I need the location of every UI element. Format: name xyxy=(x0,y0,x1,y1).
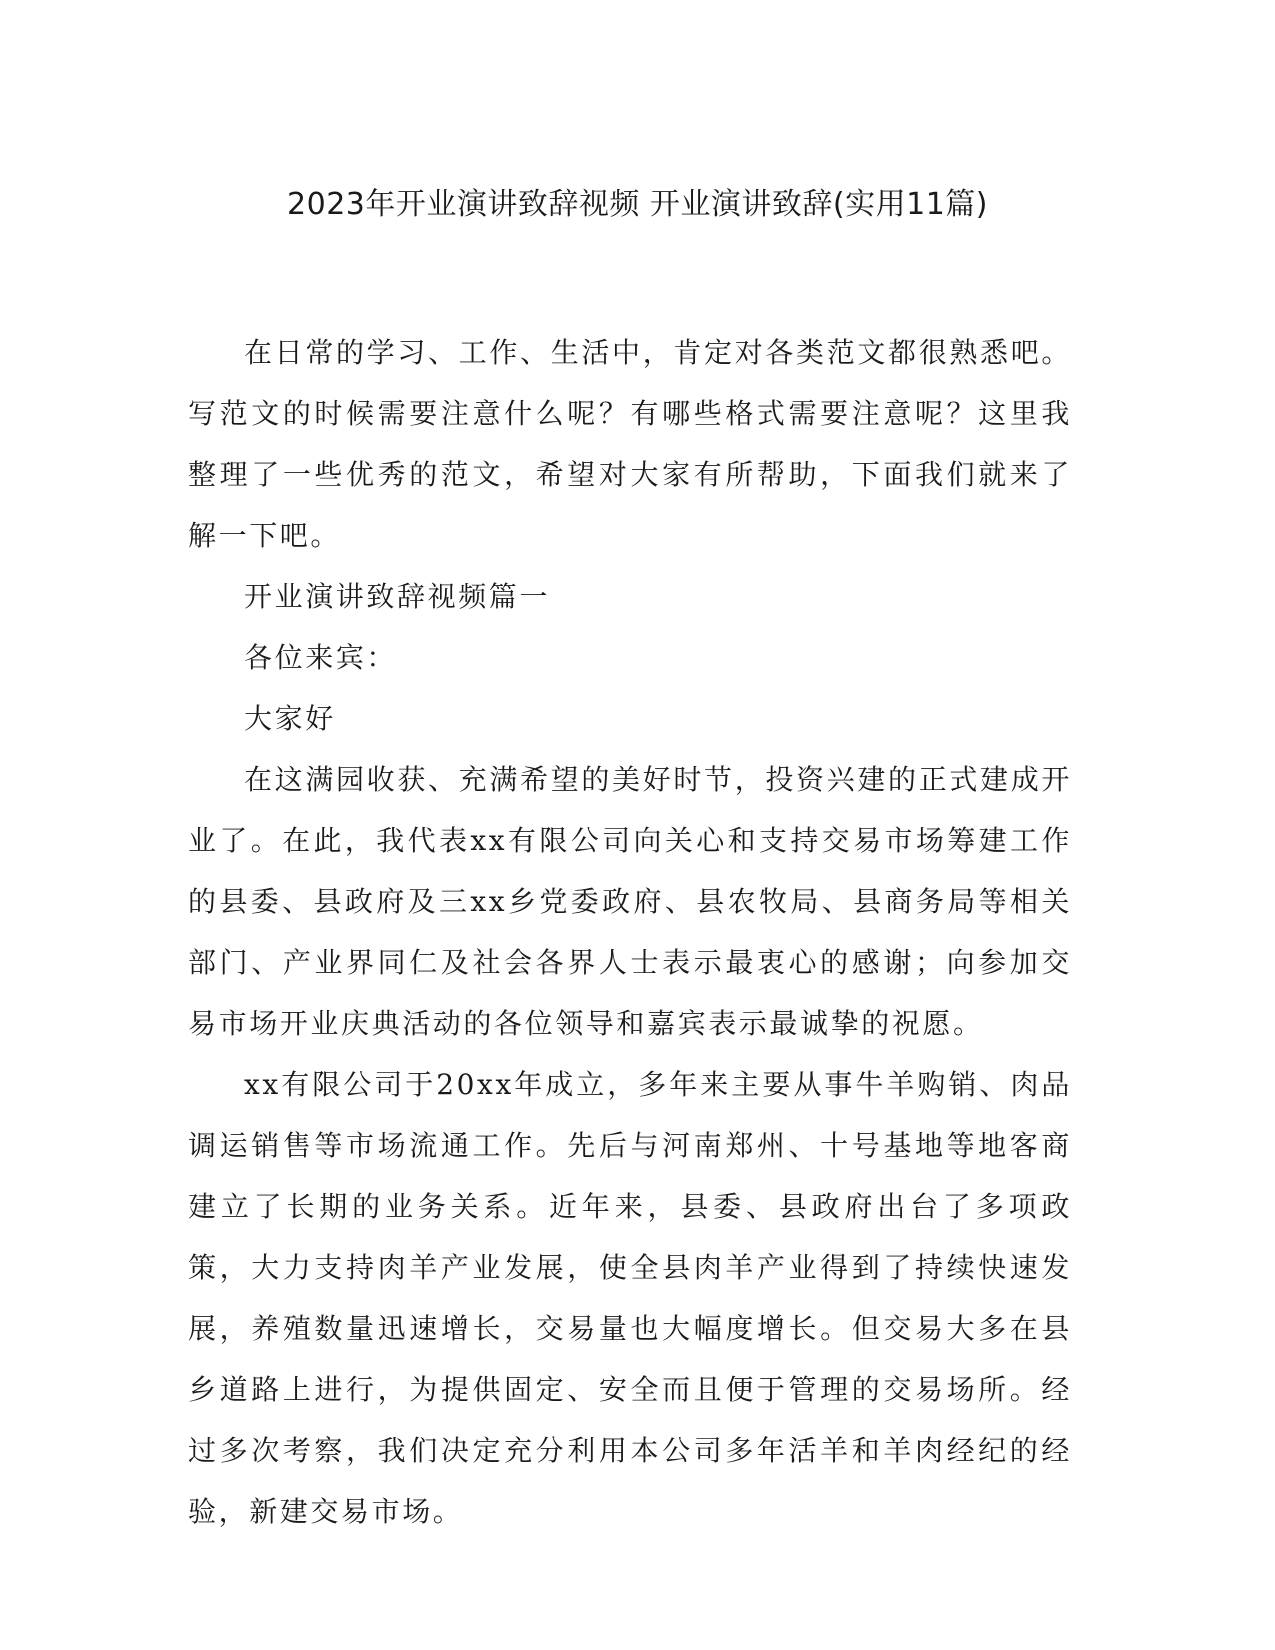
greeting: 大家好 xyxy=(244,702,336,735)
section-heading: 开业演讲致辞视频篇一 xyxy=(244,580,551,613)
paragraph: 在这满园收获、充满希望的美好时节，投资兴建的正式建成开业了。在此，我代表xx有限公司向关心和支持交易市场筹建工作的县委、县政府及三xx乡党委政府、县农牧局、县商务局等相关部门、产业界同仁及社会各界人士表示最衷心的感谢；向参加交易市场开业庆典活动的各位领导和嘉宾表示最诚挚的祝愿。 xyxy=(188,763,1072,1040)
salutation: 各位来宾： xyxy=(244,641,398,674)
paragraph-intro: 在日常的学习、工作、生活中，肯定对各类范文都很熟悉吧。写范文的时候需要注意什么呢？有哪些格式需要注意呢？这里我整理了一些优秀的范文，希望对大家有所帮助，下面我们就来了解一下吧。 xyxy=(188,336,1072,552)
paragraph: xx有限公司于20xx年成立，多年来主要从事牛羊购销、肉品调运销售等市场流通工作。先后与河南郑州、十号基地等地客商建立了长期的业务关系。近年来，县委、县政府出台了多项政策，大力支持肉羊产业发展，使全县肉羊产业得到了持续快速发展，养殖数量迅速增长，交易量也大幅度增长。但交易大多在县乡道路上进行，为提供固定、安全而且便于管理的交易场所。经过多次考察，我们决定充分利用本公司多年活羊和羊肉经纪的经验，新建交易市场。 xyxy=(188,1068,1072,1528)
document-title: 2023年开业演讲致辞视频 开业演讲致辞(实用11篇) xyxy=(287,187,988,222)
document-body xyxy=(188,322,1072,1542)
